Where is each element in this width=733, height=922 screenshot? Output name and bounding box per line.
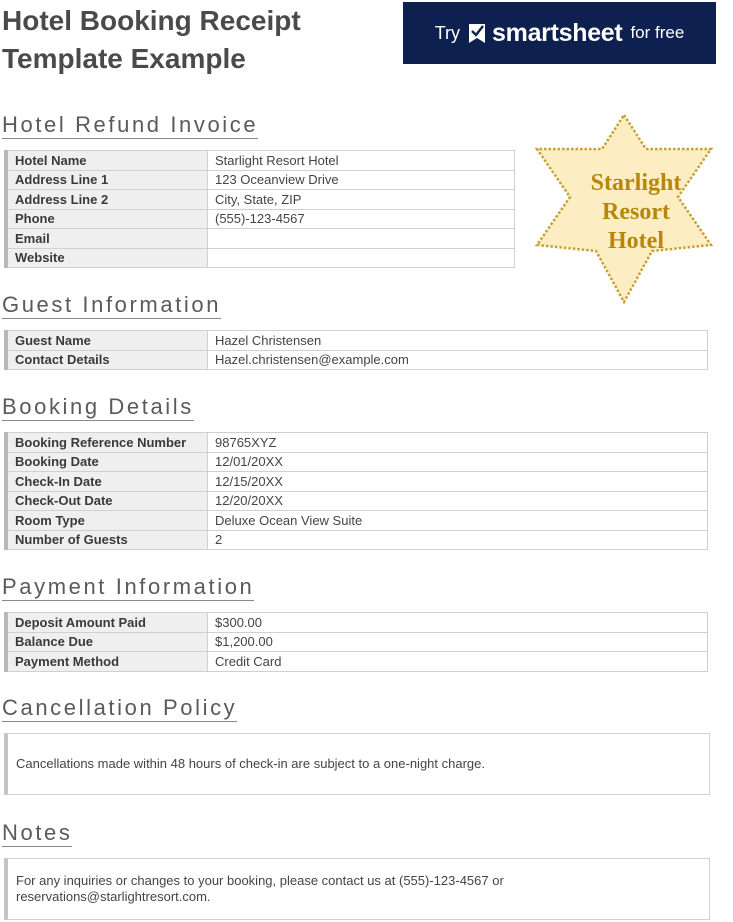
badge-line1: Starlight	[590, 170, 682, 196]
banner-brand: smartsheet	[492, 18, 623, 47]
check-out-date-label: Check-Out Date	[6, 491, 208, 511]
payment-method-value: Credit Card	[208, 652, 708, 672]
guest-name-label: Guest Name	[6, 331, 208, 351]
guest-section-heading: Guest Information	[2, 292, 222, 317]
check-in-date-label: Check-In Date	[6, 472, 208, 492]
balance-due-label: Balance Due	[6, 632, 208, 652]
table-row	[6, 491, 708, 511]
email-label: Email	[6, 229, 208, 249]
cancellation-policy-text: Cancellations made within 48 hours of check-in are subject to a one-night charge.	[4, 733, 710, 795]
payment-section-heading: Payment Information	[2, 574, 255, 599]
table-row	[6, 452, 708, 472]
table-row	[6, 433, 708, 453]
contact-details-label: Contact Details	[6, 350, 208, 370]
address-line2-value: City, State, ZIP	[208, 190, 515, 210]
table-row	[6, 652, 708, 672]
website-label: Website	[6, 248, 208, 268]
table-row	[6, 472, 708, 492]
room-type-label: Room Type	[6, 511, 208, 531]
notes-text: For any inquiries or changes to your booking, please contact us at (555)-123-4567 or reservations@starlightresort.com.	[4, 858, 710, 920]
table-row	[6, 613, 708, 633]
payment-method-label: Payment Method	[6, 652, 208, 672]
table-row	[6, 350, 708, 370]
smartsheet-trial-banner[interactable]	[403, 2, 716, 64]
smartsheet-logo-icon	[468, 22, 486, 44]
badge-line2: Resort	[602, 199, 670, 225]
banner-try-label: Try	[434, 22, 461, 43]
balance-due-value: $1,200.00	[208, 632, 708, 652]
room-type-value: Deluxe Ocean View Suite	[208, 511, 708, 531]
booking-reference-label: Booking Reference Number	[6, 433, 208, 453]
number-of-guests-label: Number of Guests	[6, 530, 208, 550]
guest-info-table	[4, 330, 708, 370]
table-row	[6, 151, 515, 171]
email-value	[208, 229, 515, 249]
page-title-line1: Hotel Booking Receipt	[2, 5, 301, 36]
banner-suffix: for free	[630, 23, 685, 42]
hotel-star-badge	[535, 112, 713, 305]
hotel-name-value: Starlight Resort Hotel	[208, 151, 515, 171]
deposit-amount-label: Deposit Amount Paid	[6, 613, 208, 633]
address-line1-value: 123 Oceanview Drive	[208, 170, 515, 190]
cancellation-section-heading: Cancellation Policy	[2, 695, 238, 720]
payment-info-table	[4, 612, 708, 672]
guest-name-value: Hazel Christensen	[208, 331, 708, 351]
table-row	[6, 248, 515, 268]
address-line1-label: Address Line 1	[6, 170, 208, 190]
table-row	[6, 511, 708, 531]
phone-label: Phone	[6, 209, 208, 229]
website-value	[208, 248, 515, 268]
table-row	[6, 170, 515, 190]
booking-section-heading: Booking Details	[2, 394, 194, 419]
table-row	[6, 209, 515, 229]
hotel-section-heading: Hotel Refund Invoice	[2, 112, 259, 137]
badge-line3: Hotel	[608, 228, 664, 254]
contact-details-value: Hazel.christensen@example.com	[208, 350, 708, 370]
page-title-line2: Template Example	[2, 43, 246, 74]
table-row	[6, 530, 708, 550]
phone-value: (555)-123-4567	[208, 209, 515, 229]
table-row	[6, 229, 515, 249]
check-in-date-value: 12/15/20XX	[208, 472, 708, 492]
hotel-info-table	[4, 150, 515, 268]
table-row	[6, 190, 515, 210]
number-of-guests-value: 2	[208, 530, 708, 550]
booking-details-table	[4, 432, 708, 550]
page-title	[2, 2, 301, 78]
table-row	[6, 632, 708, 652]
booking-date-label: Booking Date	[6, 452, 208, 472]
address-line2-label: Address Line 2	[6, 190, 208, 210]
booking-reference-value: 98765XYZ	[208, 433, 708, 453]
hotel-name-label: Hotel Name	[6, 151, 208, 171]
notes-section-heading: Notes	[2, 820, 73, 845]
deposit-amount-value: $300.00	[208, 613, 708, 633]
booking-date-value: 12/01/20XX	[208, 452, 708, 472]
check-out-date-value: 12/20/20XX	[208, 491, 708, 511]
table-row	[6, 331, 708, 351]
